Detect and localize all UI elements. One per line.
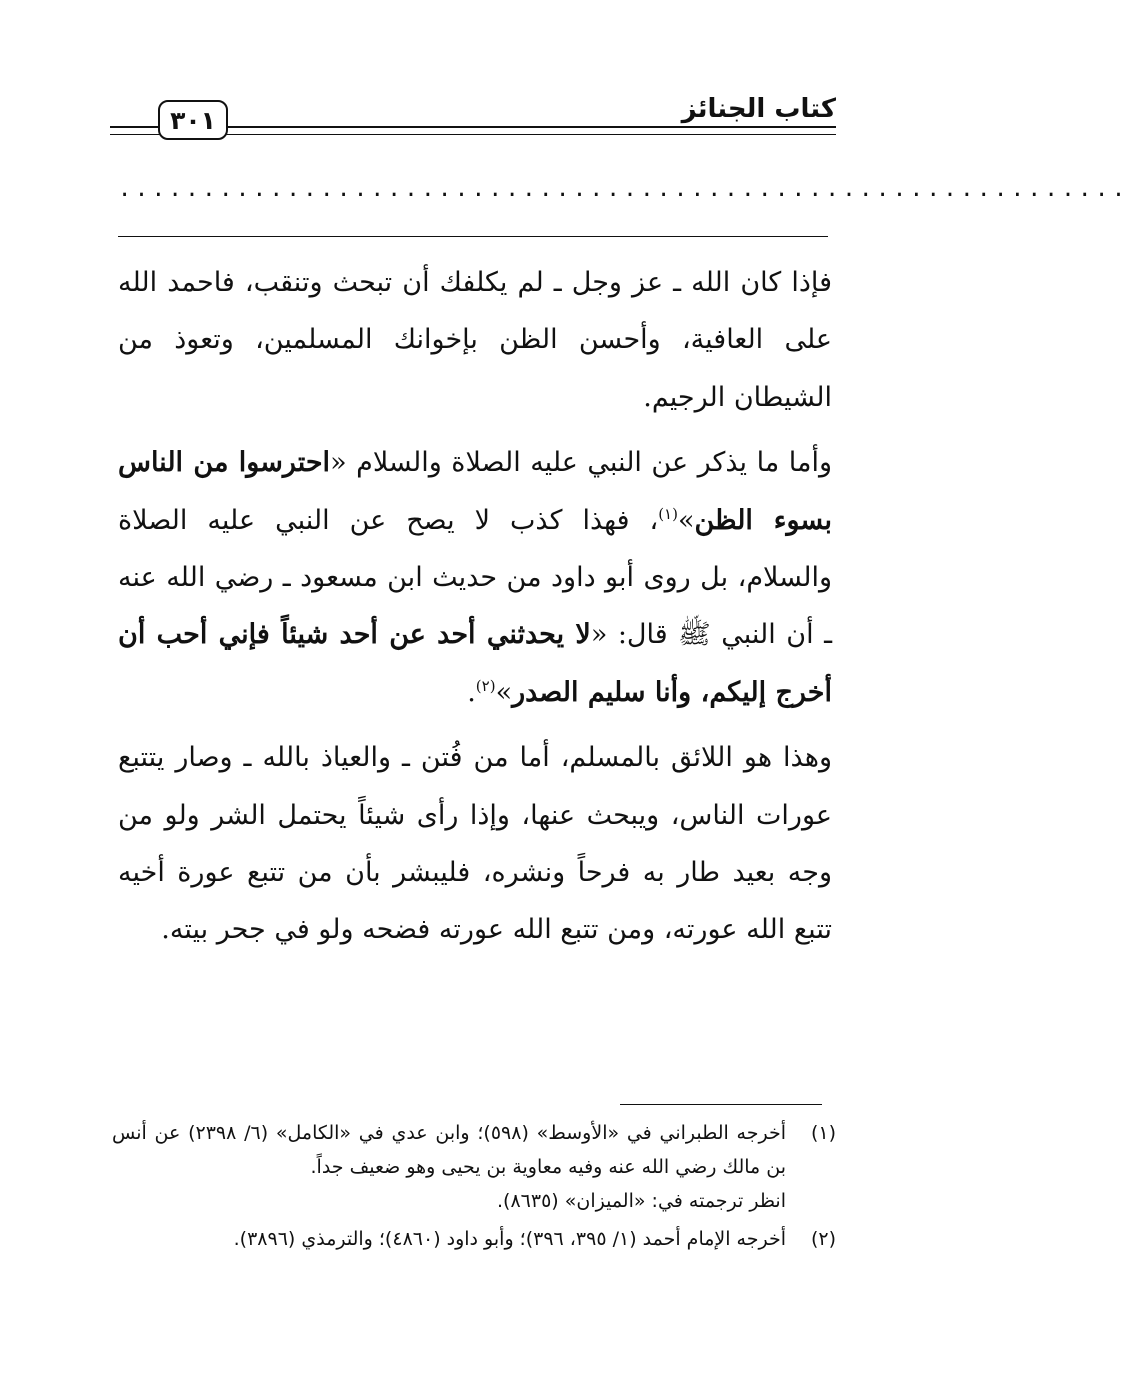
paragraph-text: ، فهذا كذب لا يصح عن النبي عليه الصلاة والسلام، بل روى أبو داود من حديث ابن مسعود ـ رضي الله عنه ـ أن النبي ﷺ قال: « [118, 504, 832, 651]
footnote-text [112, 1222, 786, 1256]
footnotes [112, 1116, 836, 1260]
footnote [112, 1222, 836, 1256]
footnote-number: (٢) [810, 1228, 836, 1250]
footnote-line: أخرجه الطبراني في «الأوسط» (٥٩٨)؛ وابن عدي في «الكامل» (٦/ ٢٣٩٨) عن أنس بن مالك رضي الله عنه وفيه معاوية بن يحيى وهو ضعيف جداً. [112, 1122, 786, 1178]
footnote-text [112, 1116, 786, 1218]
paragraph [118, 254, 832, 426]
paragraph-text: » [677, 504, 695, 536]
footnote-line: انظر ترجمته في: «الميزان» (٨٦٣٥). [497, 1190, 786, 1212]
paragraph [118, 434, 832, 721]
paragraph-text: وهذا هو اللائق بالمسلم، أما من فُتن ـ والعياذ بالله ـ وصار يتتبع عورات الناس، ويبحث عنها، وإذا رأى شيئاً يحتمل الشر ولو من وجه بعيد طار به فرحاً ونشره، فليبشر بأن من تتبع عورة أخيه تتبع الله عورته، ومن تتبع الله عورته فضحه ولو في جحر بيته. [118, 742, 832, 946]
page-header [110, 92, 836, 144]
paragraph-text: . [467, 676, 476, 708]
hadith-quote: لا يحدثني أحد عن أحد شيئاً فإني أحب أن أخرج إليكم، وأنا سليم الصدر [118, 619, 832, 708]
separator-line [118, 236, 828, 237]
paragraph-text: » [495, 676, 513, 708]
footnote-marker: (١) [658, 504, 678, 523]
page-number: ٣٠١ [158, 100, 228, 140]
footnote-rule [620, 1104, 822, 1105]
chapter-title: كتاب الجنائز [681, 94, 836, 124]
paragraph-text: وأما ما يذكر عن النبي عليه الصلاة والسلام « [330, 447, 833, 479]
footnote-number: (١) [810, 1122, 836, 1144]
paragraph [118, 729, 832, 959]
main-text [118, 254, 832, 967]
footnote-marker: (٢) [475, 676, 496, 695]
dotted-line: ............................................................ [118, 177, 1129, 202]
footnote [112, 1116, 836, 1218]
hadith-quote: احترسوا من الناس بسوء الظن [118, 447, 832, 536]
paragraph-text: فإذا كان الله ـ عز وجل ـ لم يكلفك أن تبحث وتنقب، فاحمد الله على العافية، وأحسن الظن بإخوانك المسلمين، وتعوذ من الشيطان الرجيم. [118, 267, 832, 413]
footnote-line: أخرجه الإمام أحمد (١/ ٣٩٥، ٣٩٦)؛ وأبو داود (٤٨٦٠)؛ والترمذي (٣٨٩٦). [233, 1228, 786, 1250]
